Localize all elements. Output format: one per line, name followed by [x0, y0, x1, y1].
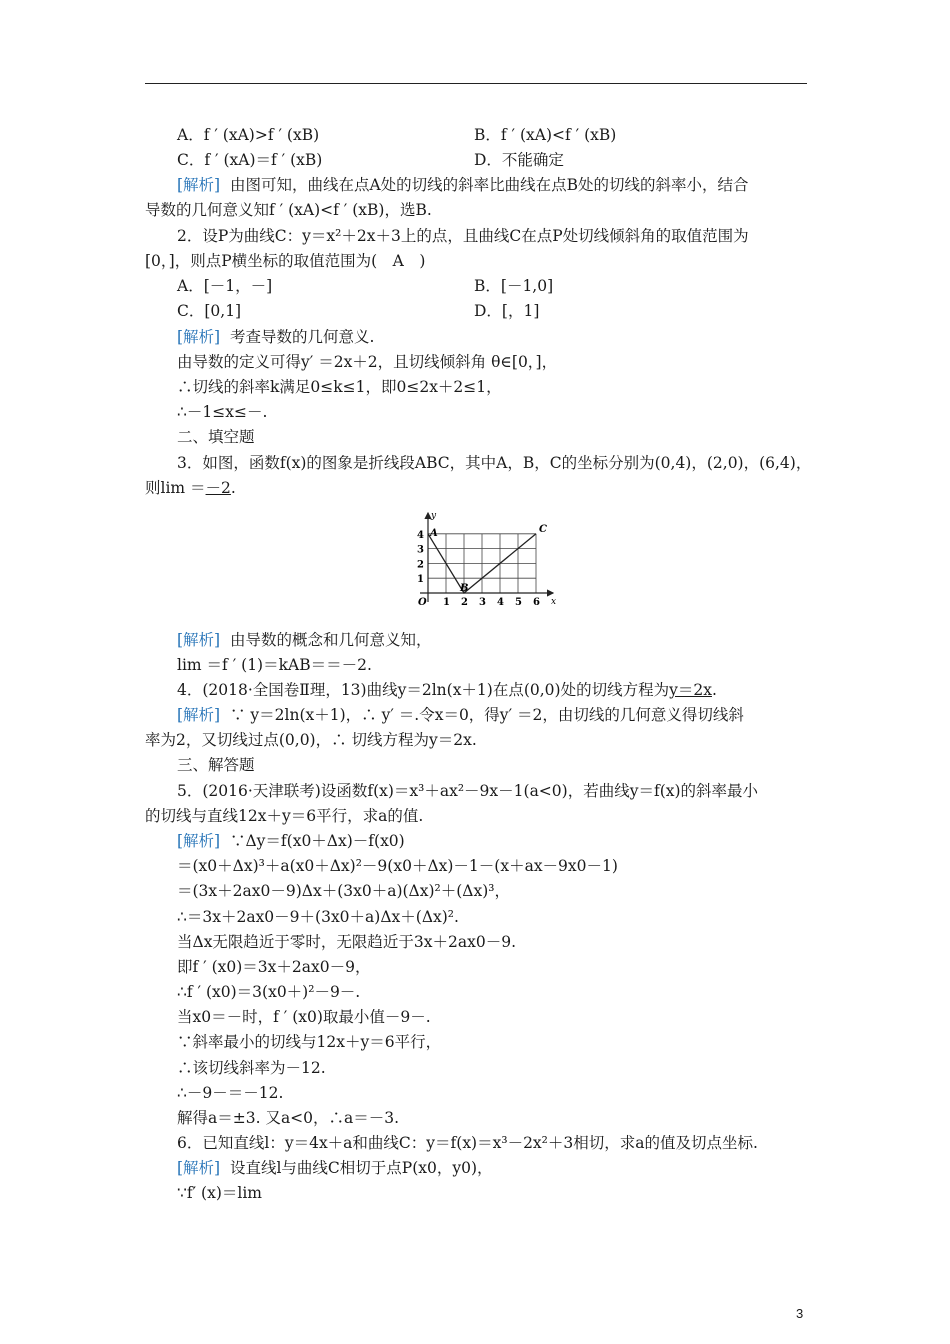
q3-stem-post: .: [230, 479, 236, 497]
q4-stem-post: .: [711, 681, 717, 699]
q2-option-b: B．[－1,0]: [474, 277, 554, 295]
graph-grid: [428, 534, 536, 593]
y-axis-label: y: [431, 511, 437, 521]
tick-labels: [417, 527, 540, 608]
q6-stem: 6．已知直线l：y＝4x＋a和曲线C：y＝f(x)＝x³－2x²＋3相切，求a的值及切点坐标.: [177, 1134, 758, 1152]
q6-l1-text: 设直线l与曲线C相切于点P(x0，y0)，: [220, 1159, 493, 1177]
x-axis-label: x: [551, 597, 557, 607]
q5-solution-line1: [177, 831, 405, 851]
q3-analysis-tag: [解析]: [177, 631, 221, 649]
q2-option-a: A．[－1，－]: [177, 277, 273, 295]
q1-option-a: A．f ′ (xA)>f ′ (xB): [177, 126, 320, 144]
y-tick-label: 3: [417, 544, 424, 556]
q5-stem-line2: 的切线与直线12x＋y＝6平行，求a的值.: [145, 807, 424, 825]
q1-option-c: C．f ′ (xA)＝f ′ (xB): [177, 151, 323, 169]
point-labels: [429, 524, 547, 594]
q5-solution-line5: 当Δx无限趋近于零时，无限趋近于3x＋2ax0－9.: [177, 933, 517, 951]
x-tick-label: 6: [533, 597, 540, 608]
q5-solution-line12: 解得a＝±3. 又a<0，∴a＝－3.: [177, 1109, 400, 1127]
q5-solution-line4: ∴＝3x＋2ax0－9＋(3x0＋a)Δx＋(Δx)².: [177, 908, 459, 926]
y-tick-label: 4: [417, 529, 424, 541]
q5-solution-line3: ＝(3x＋2ax0－9)Δx＋(3x0＋a)(Δx)²＋(Δx)³，: [177, 882, 510, 900]
q5-solution-line2: ＝(x0＋Δx)³＋a(x0＋Δx)²－9(x0＋Δx)－1－(x＋ax－9x0－1): [177, 857, 618, 875]
q3-stem-line1: 3．如图，函数f(x)的图象是折线段ABC，其中A，B，C的坐标分别为(0,4)，(2,0)，(6,4)，: [177, 454, 812, 472]
q3-answer: －2: [205, 479, 231, 497]
q2-stem-line2: [0，]，则点P横坐标的取值范围为( A ): [145, 252, 426, 270]
q2-expl-text: 考查导数的几何意义.: [220, 328, 375, 346]
y-tick-label: 1: [417, 574, 424, 586]
q5-solution-line7: ∴f ′ (x0)＝3(x0＋)²－9－.: [177, 983, 361, 1001]
point-label-a: A: [430, 527, 438, 539]
point-label-c: C: [539, 523, 547, 535]
page-number: 3: [796, 1306, 804, 1321]
q3-stem-pre: 则lim ＝: [145, 479, 206, 497]
section-solve-heading: 三、解答题: [177, 756, 255, 774]
q2-explanation-line3: ∴切线的斜率k满足0≤k≤1，即0≤2x＋2≤1，: [177, 378, 502, 396]
q3-expl-text: 由导数的概念和几何意义知，: [220, 631, 432, 649]
q2-stem-line1: 2．设P为曲线C：y＝x²＋2x＋3上的点，且曲线C在点P处切线倾斜角的取值范围为: [177, 227, 749, 245]
q1-expl-text: 由图可知，曲线在点A处的切线的斜率比曲线在点B处的切线的斜率小，结合: [220, 176, 749, 194]
q2-explanation-line1: [177, 327, 374, 347]
q1-option-d: D．不能确定: [474, 151, 564, 169]
q5-stem-line1: 5．(2016·天津联考)设函数f(x)＝x³＋ax²－9x－1(a<0)，若曲线y＝f(x)的斜率最小: [177, 782, 759, 800]
q4-explanation-line2: 率为2，又切线过点(0,0)，∴ 切线方程为y＝2x.: [145, 731, 477, 749]
q1-analysis-tag: [解析]: [177, 176, 221, 194]
q2-option-d: D．[，1]: [474, 302, 540, 320]
q4-stem: [177, 680, 717, 700]
q2-explanation-line4: ∴－1≤x≤－.: [177, 403, 268, 421]
origin-label: O: [418, 597, 427, 608]
q5-solution-line8: 当x0＝－时，f ′ (x0)取最小值－9－.: [177, 1008, 431, 1026]
q5-solution-line11: ∴－9－＝－12.: [177, 1084, 284, 1102]
q5-solution-line9: ∵斜率最小的切线与12x＋y＝6平行，: [177, 1033, 442, 1051]
x-tick-label: 5: [515, 597, 522, 608]
header-rule: [145, 83, 807, 84]
q5-solution-line6: 即f ′ (x0)＝3x＋2ax0－9，: [177, 958, 371, 976]
q4-analysis-tag: [解析]: [177, 706, 221, 724]
x-tick-label: 3: [479, 597, 486, 608]
x-tick-label: 2: [461, 597, 468, 608]
q4-explanation-line1: [177, 705, 744, 725]
q2-analysis-tag: [解析]: [177, 328, 221, 346]
q5-l1-text: ∵Δy＝f(x0＋Δx)－f(x0): [220, 832, 405, 850]
q3-stem-line2: [145, 478, 236, 498]
x-tick-label: 1: [443, 597, 450, 608]
q4-stem-pre: 4．(2018·全国卷Ⅱ理，13)曲线y＝2ln(x＋1)在点(0,0)处的切线方程为: [177, 681, 670, 699]
q4-expl-text: ∵ y＝2ln(x＋1)，∴ y′ ＝.令x＝0，得y′ ＝2，由切线的几何意义得切线斜: [220, 706, 744, 724]
q2-explanation-line2: 由导数的定义可得y′ ＝2x＋2，且切线倾斜角 θ∈[0，]，: [177, 353, 558, 371]
q4-answer: y＝2x: [669, 681, 712, 699]
q6-solution-line2: ∵f′ (x)＝lim: [177, 1184, 262, 1202]
q1-option-b: B．f ′ (xA)<f ′ (xB): [474, 126, 617, 144]
q6-analysis-tag: [解析]: [177, 1159, 221, 1177]
q1-explanation-line1: [177, 175, 749, 195]
q6-solution-line1: [177, 1158, 493, 1178]
y-tick-label: 2: [417, 559, 424, 571]
x-tick-label: 4: [497, 597, 504, 608]
point-label-b: B: [460, 583, 469, 594]
q5-solution-line10: ∴该切线斜率为－12.: [177, 1059, 326, 1077]
section-fill-blank-heading: 二、填空题: [177, 428, 255, 446]
q1-explanation-line2: 导数的几何意义知f ′ (xA)<f ′ (xB)，选B.: [145, 201, 432, 219]
q3-graph: [405, 505, 565, 611]
q5-analysis-tag: [解析]: [177, 832, 221, 850]
q2-option-c: C．[0,1]: [177, 302, 242, 320]
q3-explanation-line2: lim ＝f ′ (1)＝kAB＝＝－2.: [177, 656, 372, 674]
q3-explanation-line1: [177, 630, 431, 650]
